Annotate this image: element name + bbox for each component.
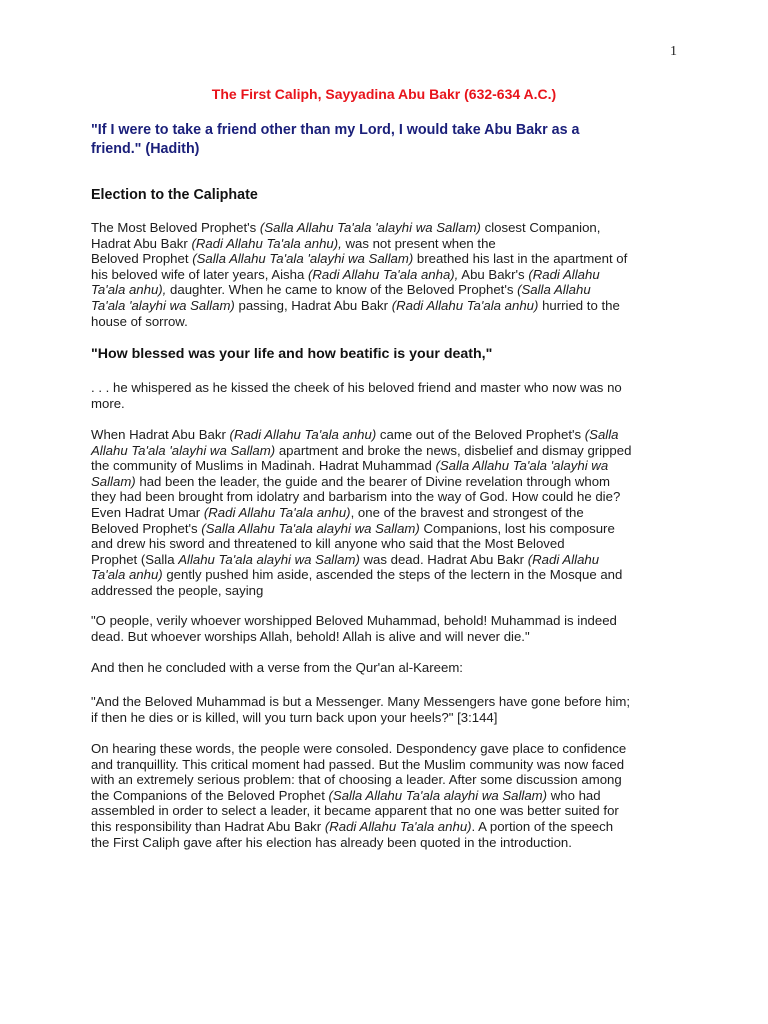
text-line: with an extremely serious problem: that of choosing a leader. After some discussion among <box>91 772 622 788</box>
text-line: Beloved Prophet (Salla Allahu Ta'ala 'alayhi wa Sallam) breathed his last in the apartment of <box>91 251 628 267</box>
paragraph-1 <box>91 220 681 329</box>
hadith-line: "If I were to take a friend other than my Lord, I would take Abu Bakr as a <box>91 122 580 138</box>
paragraph-7 <box>91 741 681 850</box>
text-line: house of sorrow. <box>91 313 188 329</box>
paragraph-6 <box>91 694 681 725</box>
text-line: When Hadrat Abu Bakr (Radi Allahu Ta'ala anhu) came out of the Beloved Prophet's (Salla <box>91 427 619 442</box>
paragraph-4 <box>91 613 681 644</box>
text-line: Even Hadrat Umar (Radi Allahu Ta'ala anhu), one of the bravest and strongest of the <box>91 504 584 520</box>
text-line: more. <box>91 395 125 411</box>
quote-heading: "How blessed was your life and how beatific is your death," <box>91 346 493 362</box>
text-line: The Most Beloved Prophet's (Salla Allahu Ta'ala 'alayhi wa Sallam) closest Companion, <box>91 220 601 235</box>
text-line: the First Caliph gave after his election has already been quoted in the introduction. <box>91 834 572 850</box>
document-title: The First Caliph, Sayyadina Abu Bakr (632-634 A.C.) <box>211 86 557 102</box>
text-line: Prophet (Salla Allahu Ta'ala alayhi wa Sallam) was dead. Hadrat Abu Bakr (Radi Allahu <box>91 551 600 567</box>
text-line: Beloved Prophet's (Salla Allahu Ta'ala alayhi wa Sallam) Companions, lost his composure <box>91 520 615 536</box>
text-line: the Companions of the Beloved Prophet (Salla Allahu Ta'ala alayhi wa Sallam) who had <box>91 787 601 803</box>
text-line: On hearing these words, the people were consoled. Despondency gave place to confidence <box>91 741 627 756</box>
text-line: dead. But whoever worships Allah, behold! Allah is alive and will never die." <box>91 628 530 644</box>
text-line: assembled in order to select a leader, it became apparent that no one was better suited for <box>91 803 619 819</box>
hadith-line: friend." (Hadith) <box>91 141 200 157</box>
text-line: they had been brought from idolatry and barbarism into the way of God. How could he die? <box>91 489 621 505</box>
text-line: . . . he whispered as he kissed the cheek of his beloved friend and master who now was no <box>91 380 622 395</box>
text-line: and tranquillity. This critical moment had passed. But the Muslim community was now faced <box>91 756 625 772</box>
text-line: addressed the people, saying <box>91 582 264 598</box>
page-number: 1 <box>670 44 677 59</box>
text-line: the community of Muslims in Madinah. Hadrat Muhammad (Salla Allahu Ta'ala 'alayhi wa <box>91 458 609 474</box>
text-line: this responsibility than Hadrat Abu Bakr (Radi Allahu Ta'ala anhu). A portion of the speech <box>91 818 614 834</box>
paragraph-2 <box>91 380 681 411</box>
text-line: his beloved wife of later years, Aisha (Radi Allahu Ta'ala anha), Abu Bakr's (Radi Allahu <box>91 266 600 282</box>
text-line: And then he concluded with a verse from the Qur'an al-Kareem: <box>91 660 463 675</box>
text-line: Ta'ala anhu), daughter. When he came to know of the Beloved Prophet's (Salla Allahu <box>91 282 591 298</box>
paragraph-3 <box>91 427 681 599</box>
text-line: Ta'ala anhu) gently pushed him aside, ascended the steps of the lectern in the Mosque and <box>91 567 623 583</box>
text-line: Hadrat Abu Bakr (Radi Allahu Ta'ala anhu), was not present when the <box>91 235 496 251</box>
text-line: if then he dies or is killed, will you turn back upon your heels?" [3:144] <box>91 709 498 725</box>
text-line: Allahu Ta'ala 'alayhi wa Sallam) apartment and broke the news, disbelief and dismay gripped <box>91 442 632 458</box>
text-line: "And the Beloved Muhammad is but a Messenger. Many Messengers have gone before him; <box>91 694 631 709</box>
text-line: "O people, verily whoever worshipped Beloved Muhammad, behold! Muhammad is indeed <box>91 613 617 628</box>
text-line: and drew his sword and threatened to kill anyone who said that the Most Beloved <box>91 536 565 552</box>
text-line: Ta'ala 'alayhi wa Sallam) passing, Hadrat Abu Bakr (Radi Allahu Ta'ala anhu) hurried to the <box>91 297 620 313</box>
section-heading: Election to the Caliphate <box>91 187 258 203</box>
paragraph-5 <box>91 660 681 676</box>
hadith-quote <box>91 121 671 159</box>
text-line: Sallam) had been the leader, the guide and the bearer of Divine revelation through whom <box>91 473 611 489</box>
